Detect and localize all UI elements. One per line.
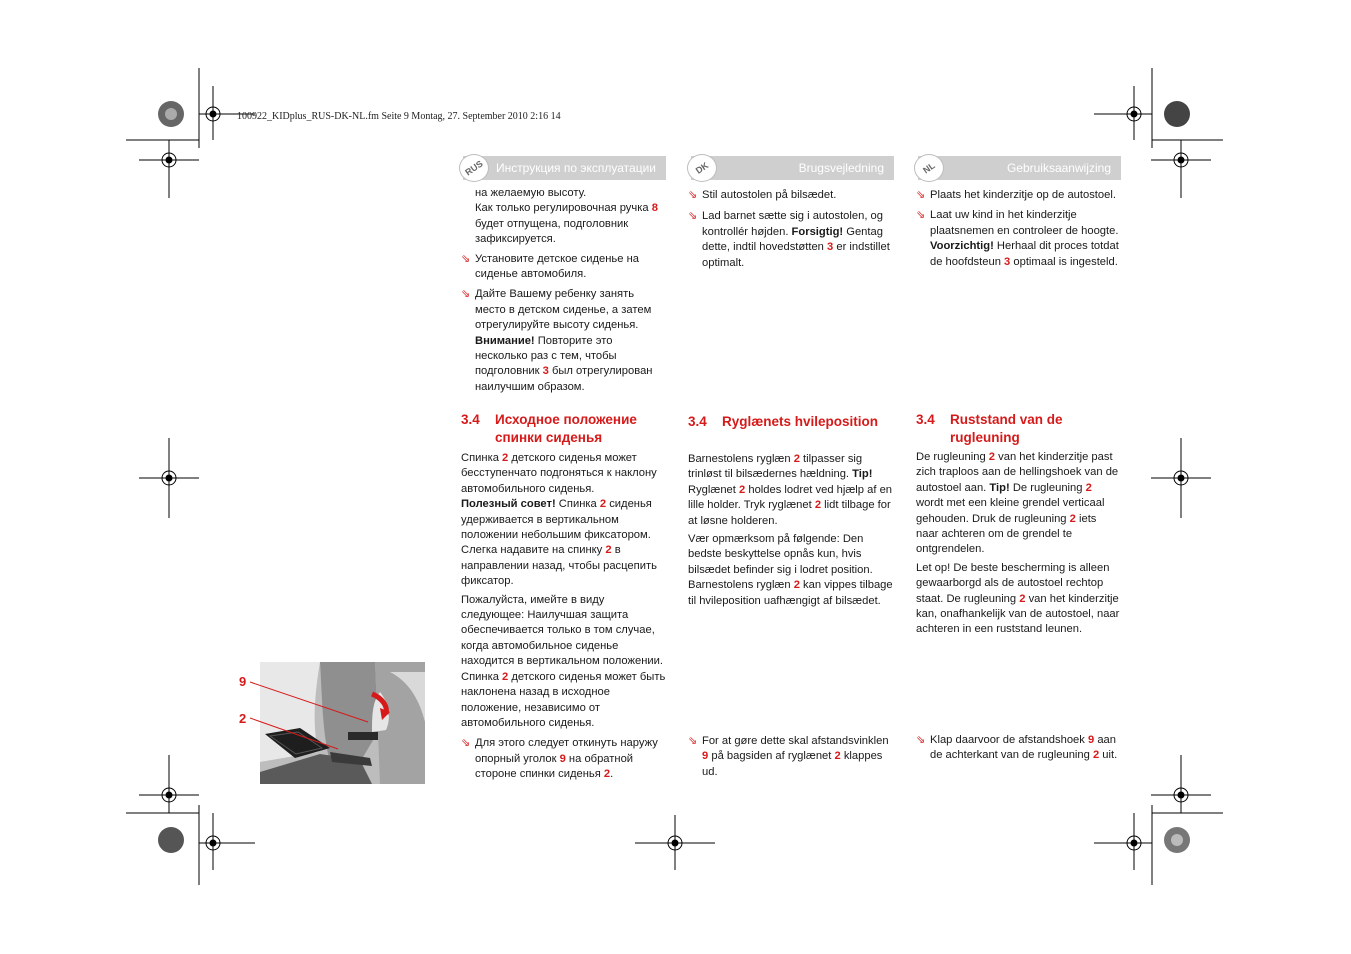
nl-column-header	[918, 156, 1121, 180]
step-arrow-icon: ⇘	[916, 189, 926, 201]
dk-body-1: Barnestolens ryglæn 2 tilpasser sig trinløst til bilsædernes hældning. Tip! Ryglænet 2 holdes lodret ved hjælp af en lille holder. Tryk ryglænet 2 lidt tilbage for at løsne holderen.	[688, 453, 893, 527]
dk-body-2: Vær opmærksom på følgende: Den bedste beskyttelse opnås kun, hvis bilsædet befinder sig i lodret position. Barnestolens ryglæn 2 kan vippes tilbage til hvileposition uafhængigt af bilsædet.	[688, 533, 893, 607]
nl-body-2: Let op! De beste bescherming is alleen gewaarborgd als de autostoel rechtop staat. De rugleuning 2 van het kinderzitje kan, onafhankelijk van de autostoel, naar achteren in een ruststand leunen.	[916, 561, 1120, 636]
rus-column-header	[463, 156, 666, 180]
step-arrow-icon: ⇘	[461, 252, 471, 265]
nl-column	[916, 188, 1121, 270]
rus-section-heading: 3.4 Исходное положение спинки сиденья	[461, 412, 637, 445]
step-arrow-icon: ⇘	[688, 735, 698, 747]
figure-label-9: 9	[239, 674, 247, 689]
rus-language-badge: RUS	[459, 154, 489, 182]
rus-text-p1: на желаемую высоту.	[475, 187, 587, 199]
dk-column	[688, 188, 893, 271]
nl-header-label: Gebruiksaanwijzing	[1006, 161, 1111, 175]
nl-step-3-block	[916, 733, 1121, 764]
rus-section-body	[461, 451, 666, 783]
nl-step-3: ⇘ Klap daarvoor de afstandshoek 9 aan de achterkant van de rugleuning 2 uit.	[916, 734, 1118, 762]
dk-column-header	[691, 156, 894, 180]
nl-section-heading: 3.4 Ruststand van de rugleuning	[916, 412, 1063, 445]
figure-label-2: 2	[239, 711, 247, 726]
file-info-line: 100922_KIDplus_RUS-DK-NL.fm Seite 9 Montag, 27. September 2010 2:16 14	[237, 111, 561, 122]
dk-step-3: ⇘ For at gøre dette skal afstandsvinklen 9 på bagsiden af ryglænet 2 klappes ud.	[688, 735, 889, 778]
figure-callout-lines	[240, 670, 440, 770]
rus-body-3: Пожалуйста, имейте в виду следующее: Наилучшая защита обеспечивается только в том случае, когда автомобильное сиденье находится в вертикальном положении. Спинка 2 детского сиденья может быть наклонена назад в исходное положение, независимо от автомобильного сиденья.	[461, 593, 666, 729]
step-arrow-icon: ⇘	[688, 210, 698, 223]
dk-step-3-block	[688, 734, 893, 780]
dk-language-badge: DK	[687, 154, 717, 182]
step-arrow-icon: ⇘	[461, 288, 471, 301]
dk-header-label: Brugsvejledning	[798, 161, 884, 175]
dk-step-1: ⇘ Stil autostolen på bilsædet.	[688, 188, 893, 203]
dk-step-2: ⇘ Lad barnet sætte sig i autostolen, og kontrollér højden. Forsigtig! Gentag dette, indtil hovedstøtten 3 er indstillet optimalt.	[688, 210, 890, 269]
nl-step-2: ⇘ Laat uw kind in het kinderzitje plaatsnemen en controleer de hoogte. Voorzichtig! Herhaal dit proces totdat de hoofdsteun 3 optimaal is ingesteld.	[916, 209, 1119, 268]
dk-section-body	[688, 452, 893, 609]
nl-section-body	[916, 450, 1121, 638]
rus-text-p2: Как только регулировочная ручка 8 будет отпущена, подголовник зафиксируется.	[475, 202, 658, 246]
step-arrow-icon: ⇘	[916, 734, 926, 746]
nl-body-1: De rugleuning 2 van het kinderzitje past zich traploos aan de hellingshoek van de autostoel aan. Tip! De rugleuning 2 wordt met een kleine grendel verticaal gehouden. Druk de rugleuning 2 iets naar achteren om de grendel te ontgrendelen.	[916, 451, 1119, 556]
rus-step-1: ⇘ Установите детское сиденье на сиденье автомобиля.	[461, 252, 639, 281]
step-arrow-icon: ⇘	[461, 737, 471, 750]
rus-header-label: Инструкция по эксплуатации	[495, 161, 656, 175]
dk-section-heading: 3.4 Ryglænets hvileposition	[688, 414, 879, 429]
step-arrow-icon: ⇘	[688, 189, 698, 201]
nl-language-badge: NL	[914, 154, 944, 182]
rus-step-3: ⇘ Для этого следует откинуть наружу опорный уголок 9 на обратной стороне спинки сиденья 2.	[461, 737, 658, 781]
step-arrow-icon: ⇘	[916, 209, 926, 222]
rus-body-1: Спинка 2 детского сиденья может бесступенчато подгоняться к наклону автомобильного сиденья.	[461, 452, 657, 495]
rus-column	[461, 186, 666, 395]
rus-step-2: ⇘ Дайте Вашему ребенку занять место в детском сиденье, а затем отрегулируйте высоту сиденья. Внимание! Повторите это несколько раз с тем, чтобы подголовник 3 был отрегулирован наилучшим образом.	[461, 288, 653, 393]
rus-body-2: Полезный совет! Спинка 2 сиденья удерживается в вертикальном положении небольшим фиксатором. Слегка надавите на спинку 2 в направлении назад, чтобы расцепить фиксатор.	[461, 498, 657, 588]
nl-step-1: ⇘ Plaats het kinderzitje op de autostoel.	[916, 188, 1121, 203]
